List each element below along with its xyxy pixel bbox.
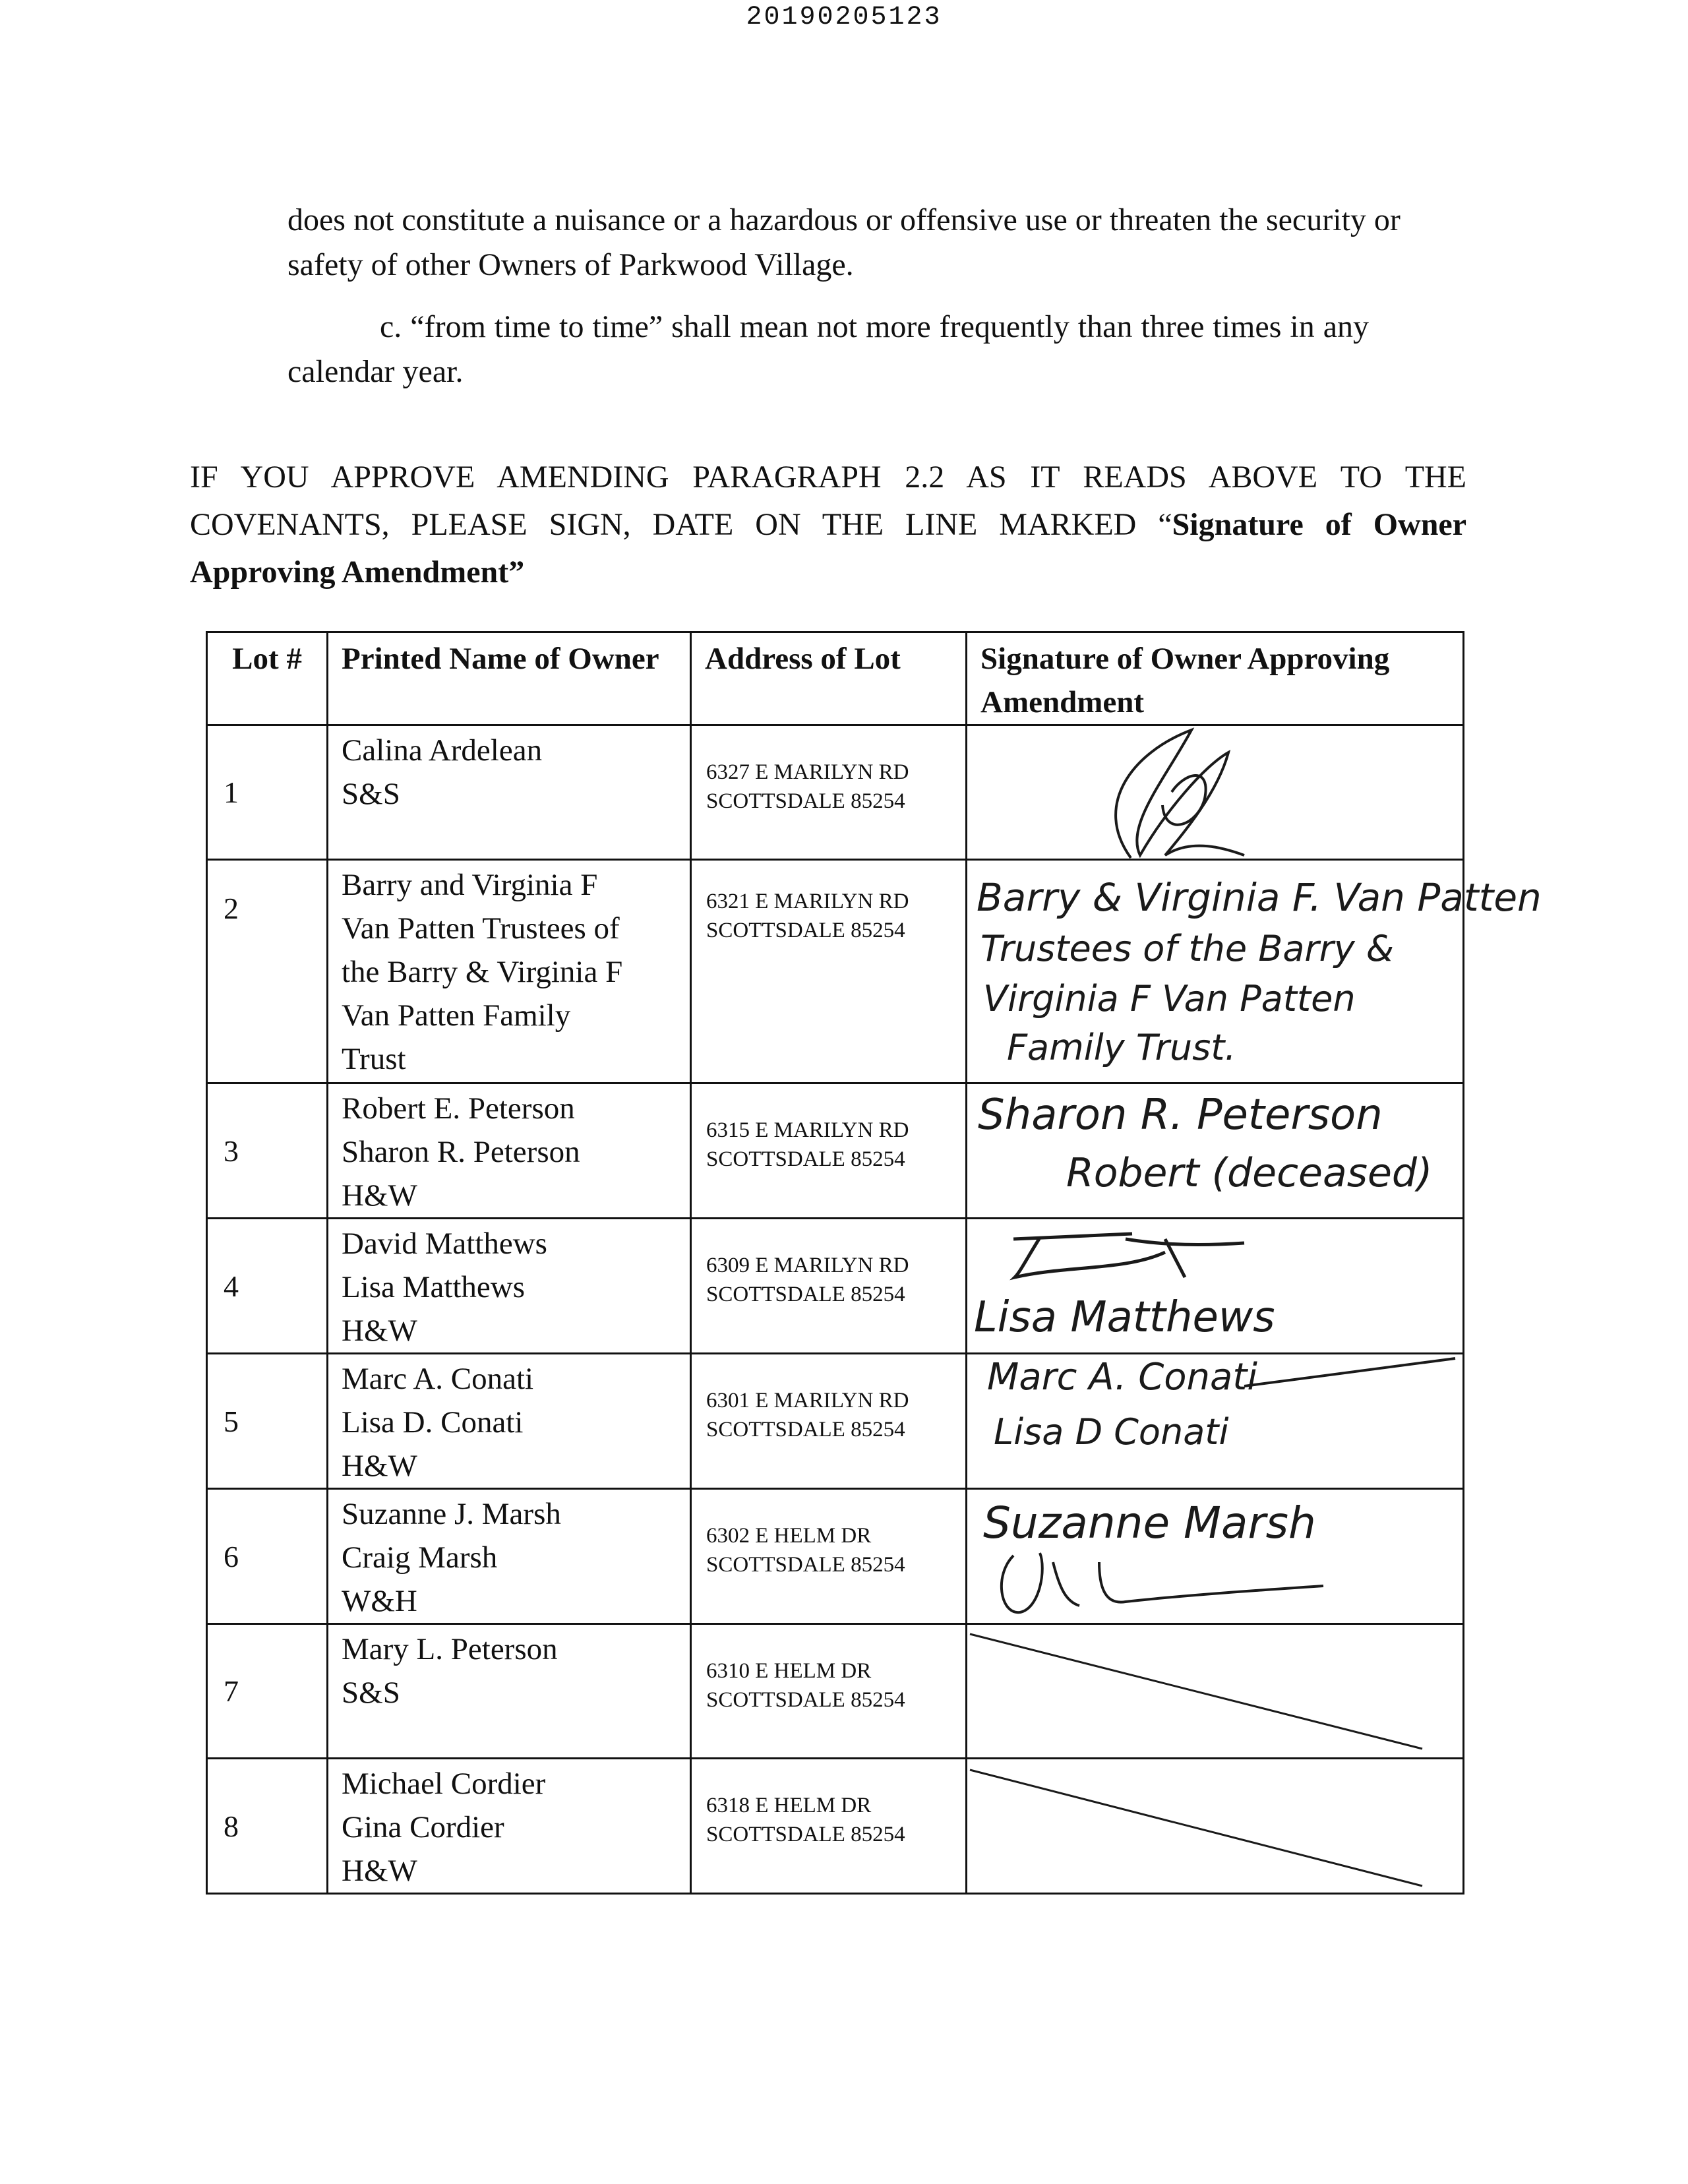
address-line: 6301 E MARILYN RD	[706, 1389, 909, 1412]
lot-number: 8	[207, 1759, 328, 1894]
owner-name	[328, 725, 691, 860]
table-row	[207, 1489, 1464, 1624]
address-line: 6310 E HELM DR	[706, 1659, 872, 1683]
owner-name-line: Van Patten Trustees of	[342, 911, 620, 946]
lot-number: 2	[207, 860, 328, 1083]
owner-name-line: H&W	[342, 1178, 417, 1213]
signature-scribble	[967, 726, 1464, 861]
signature-cell	[967, 1083, 1464, 1219]
address-line: 6327 E MARILYN RD	[706, 760, 909, 784]
table-row	[207, 1219, 1464, 1354]
owner-name	[328, 1219, 691, 1354]
signature-cell	[967, 860, 1542, 1083]
owner-name-line: H&W	[342, 1314, 417, 1348]
owner-name-line: the Barry & Virginia F	[342, 955, 623, 989]
signature-line: Lisa D Conati	[994, 1411, 1229, 1453]
lot-address	[691, 1759, 967, 1894]
paragraph-continuation: does not constitute a nuisance or a hazardous or offensive use or threaten the security or safety of other Owners of Parkwood Village.	[287, 202, 1401, 282]
header-address: Address of Lot	[691, 632, 967, 725]
address-line: SCOTTSDALE 85254	[706, 919, 905, 942]
lot-number: 6	[207, 1489, 328, 1624]
signature-cell	[967, 1759, 1464, 1894]
owner-name-line: S&S	[342, 777, 400, 811]
address-line: SCOTTSDALE 85254	[706, 1553, 905, 1577]
signature-line: Sharon R. Peterson	[978, 1091, 1383, 1139]
lot-number: 3	[207, 1083, 328, 1219]
owner-name-line: Suzanne J. Marsh	[342, 1497, 561, 1531]
approval-instruction	[190, 454, 1466, 596]
owner-name-line: Robert E. Peterson	[342, 1091, 575, 1126]
address-line: SCOTTSDALE 85254	[706, 1823, 905, 1846]
owner-name	[328, 860, 691, 1083]
owner-name-line: Van Patten Family	[342, 998, 571, 1033]
lot-number: 5	[207, 1354, 328, 1489]
owner-name-line: W&H	[342, 1584, 417, 1618]
signature-cell	[967, 725, 1464, 860]
table-row	[207, 1354, 1464, 1489]
signature-line: Trustees of the Barry &	[980, 928, 1395, 969]
owners-table	[206, 631, 1542, 1895]
lot-address	[691, 1489, 967, 1624]
approval-instruction-text: IF YOU APPROVE AMENDING PARAGRAPH 2.2 AS IT READS ABOVE TO THE COVENANTS, PLEASE SIGN, DATE ON THE LINE MARKED “	[190, 460, 1466, 542]
owner-name-line: Barry and Virginia F	[342, 868, 598, 902]
owner-name-line: H&W	[342, 1854, 417, 1888]
table-row	[207, 1624, 1464, 1759]
signature-line: Family Trust.	[1007, 1027, 1236, 1068]
owner-name	[328, 1489, 691, 1624]
address-line: 6321 E MARILYN RD	[706, 890, 909, 913]
lot-number: 4	[207, 1219, 328, 1354]
lot-address	[691, 1354, 967, 1489]
owner-name	[328, 1624, 691, 1759]
owner-name-line: Trust	[342, 1042, 406, 1076]
table-row	[207, 1759, 1464, 1894]
lot-address	[691, 725, 967, 860]
address-line: 6302 E HELM DR	[706, 1524, 872, 1548]
approval-instruction-bold: Signature of Owner Approving Amendment	[190, 507, 1466, 590]
owner-name	[328, 1759, 691, 1894]
signature-line: Barry & Virginia F. Van Patten	[977, 875, 1542, 920]
signature-line: Marc A. Conati	[987, 1356, 1257, 1399]
header-lot: Lot #	[207, 632, 328, 725]
header-printed-name: Printed Name of Owner	[328, 632, 691, 725]
lot-number: 1	[207, 725, 328, 860]
owner-name-line: Mary L. Peterson	[342, 1632, 558, 1666]
strike-line	[967, 1625, 1464, 1759]
owner-name-line: Sharon R. Peterson	[342, 1135, 580, 1169]
signature-cell	[967, 1219, 1464, 1354]
address-line: 6315 E MARILYN RD	[706, 1118, 909, 1142]
approval-instruction-end: ”	[508, 555, 525, 590]
owner-name	[328, 1354, 691, 1489]
owner-name-line: Craig Marsh	[342, 1540, 498, 1575]
address-line: SCOTTSDALE 85254	[706, 789, 905, 813]
table-row	[207, 725, 1464, 860]
owner-name-line: Marc A. Conati	[342, 1362, 534, 1396]
owner-name-line: Michael Cordier	[342, 1767, 546, 1801]
address-line: 6309 E MARILYN RD	[706, 1254, 909, 1277]
table-row	[207, 860, 1464, 1083]
lot-address	[691, 1219, 967, 1354]
address-line: SCOTTSDALE 85254	[706, 1283, 905, 1306]
document-number: 20190205123	[746, 3, 942, 32]
owner-name-line: Lisa Matthews	[342, 1270, 526, 1304]
strike-line	[967, 1759, 1464, 1894]
signature-cell	[967, 1624, 1464, 1759]
lot-address	[691, 860, 967, 1083]
owner-name-line: Gina Cordier	[342, 1810, 504, 1844]
paragraph-c: c. “from time to time” shall mean not more frequently than three times in any calendar year.	[287, 309, 1369, 389]
owner-name-line: Calina Ardelean	[342, 733, 543, 768]
address-line: SCOTTSDALE 85254	[706, 1418, 905, 1441]
owner-name	[328, 1083, 691, 1219]
owner-name-line: S&S	[342, 1676, 400, 1710]
signature-cell	[967, 1354, 1464, 1489]
table-row	[207, 1083, 1464, 1219]
signature-line: Robert (deceased)	[1066, 1150, 1433, 1196]
address-line: 6318 E HELM DR	[706, 1794, 872, 1817]
signature-cell	[967, 1489, 1464, 1624]
signature-line: Virginia F Van Patten	[983, 978, 1356, 1019]
signature-line: Lisa Matthews	[974, 1293, 1275, 1342]
owner-name-line: David Matthews	[342, 1227, 547, 1261]
signature-line: Suzanne Marsh	[983, 1498, 1316, 1548]
lot-address	[691, 1624, 967, 1759]
lot-address	[691, 1083, 967, 1219]
signature-scribble	[967, 1490, 1464, 1624]
header-signature: Signature of Owner Approving Amendment	[967, 632, 1464, 725]
owner-name-line: H&W	[342, 1449, 417, 1483]
owner-name-line: Lisa D. Conati	[342, 1405, 524, 1440]
address-line: SCOTTSDALE 85254	[706, 1147, 905, 1171]
lot-number: 7	[207, 1624, 328, 1759]
address-line: SCOTTSDALE 85254	[706, 1688, 905, 1712]
table-header-row	[207, 632, 1464, 725]
